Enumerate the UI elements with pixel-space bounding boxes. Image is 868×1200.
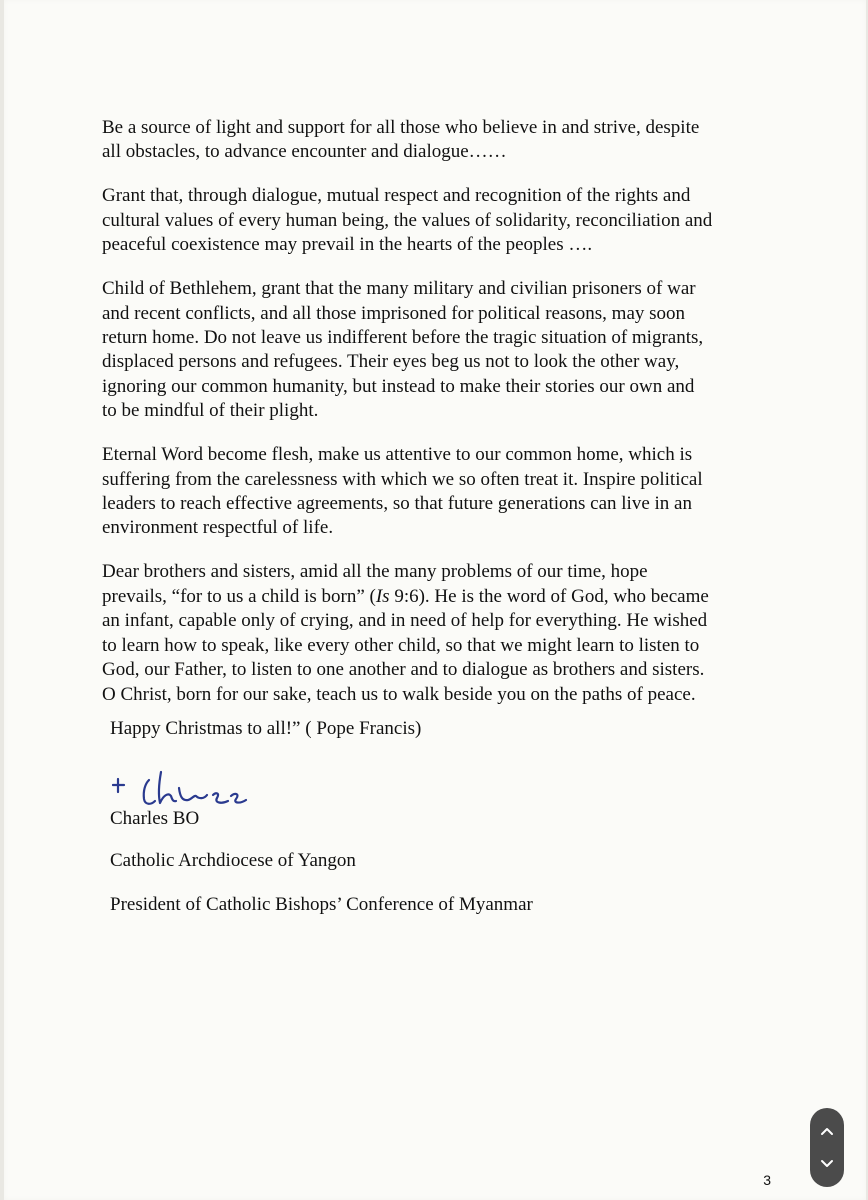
text-line: all obstacles, to advance encounter and dialogue…… [102,141,507,163]
text-line: environment respectful of life. [102,517,334,539]
text-line: cultural values of every human being, the values of solidarity, reconciliation and [102,209,713,231]
page-scroll-control [810,1108,844,1187]
signatory-organization: Catholic Archdiocese of Yangon [110,850,356,871]
text-line: leaders to reach effective agreements, so that future generations can live in an [102,493,692,515]
text-line: Be a source of light and support for all those who believe in and strive, despite [102,117,700,138]
paragraph [102,277,782,423]
text-line: return home. Do not leave us indifferent before the tragic situation of migrants, [102,327,704,349]
signatory-name: Charles BO [110,808,200,829]
closing-line: Happy Christmas to all!” ( Pope Francis) [110,718,422,739]
text-line: and recent conflicts, and all those imprisoned for political reasons, may soon [102,302,686,324]
text-line: O Christ, born for our sake, teach us to walk beside you on the paths of peace. [102,683,696,705]
letter-body [102,116,782,727]
text-line: God, our Father, to listen to one another and to dialogue as brothers and sisters. [102,659,705,681]
paragraph [102,184,782,257]
text-line: prevails, “for to us a child is born” (Is 9:6). He is the word of God, who became [102,585,709,607]
handwritten-signature [112,768,252,813]
text-line: to be mindful of their plight. [102,400,319,422]
text-line: an infant, capable only of crying, and in need of help for everything. He wished [102,610,708,632]
text-line: displaced persons and refugees. Their eyes beg us not to look the other way, [102,351,680,373]
signatory-role: President of Catholic Bishops’ Conference of Myanmar [110,894,533,915]
document-page [4,0,866,1200]
text-line: Child of Bethlehem, grant that the many military and civilian prisoners of war [102,278,696,300]
text-line: Grant that, through dialogue, mutual respect and recognition of the rights and [102,185,691,207]
paragraph [102,560,782,706]
text-line: ignoring our common humanity, but instead to make their stories our own and [102,375,695,397]
text-line: suffering from the carelessness with which we so often treat it. Inspire political [102,468,703,490]
text-line: Dear brothers and sisters, amid all the many problems of our time, hope [102,561,648,583]
scripture-book-abbrev: Is [375,585,390,607]
text-line: to learn how to speak, like every other child, so that we might learn to listen to [102,634,700,656]
chevron-up-icon [819,1124,835,1140]
chevron-down-icon [819,1155,835,1171]
text-line: Eternal Word become flesh, make us attentive to our common home, which is [102,444,693,466]
page-number: 3 [763,1172,771,1188]
paragraph [102,116,782,165]
paragraph [102,443,782,541]
scroll-up-button[interactable] [815,1120,839,1144]
text-line: peaceful coexistence may prevail in the hearts of the peoples …. [102,234,593,256]
scroll-down-button[interactable] [815,1151,839,1175]
